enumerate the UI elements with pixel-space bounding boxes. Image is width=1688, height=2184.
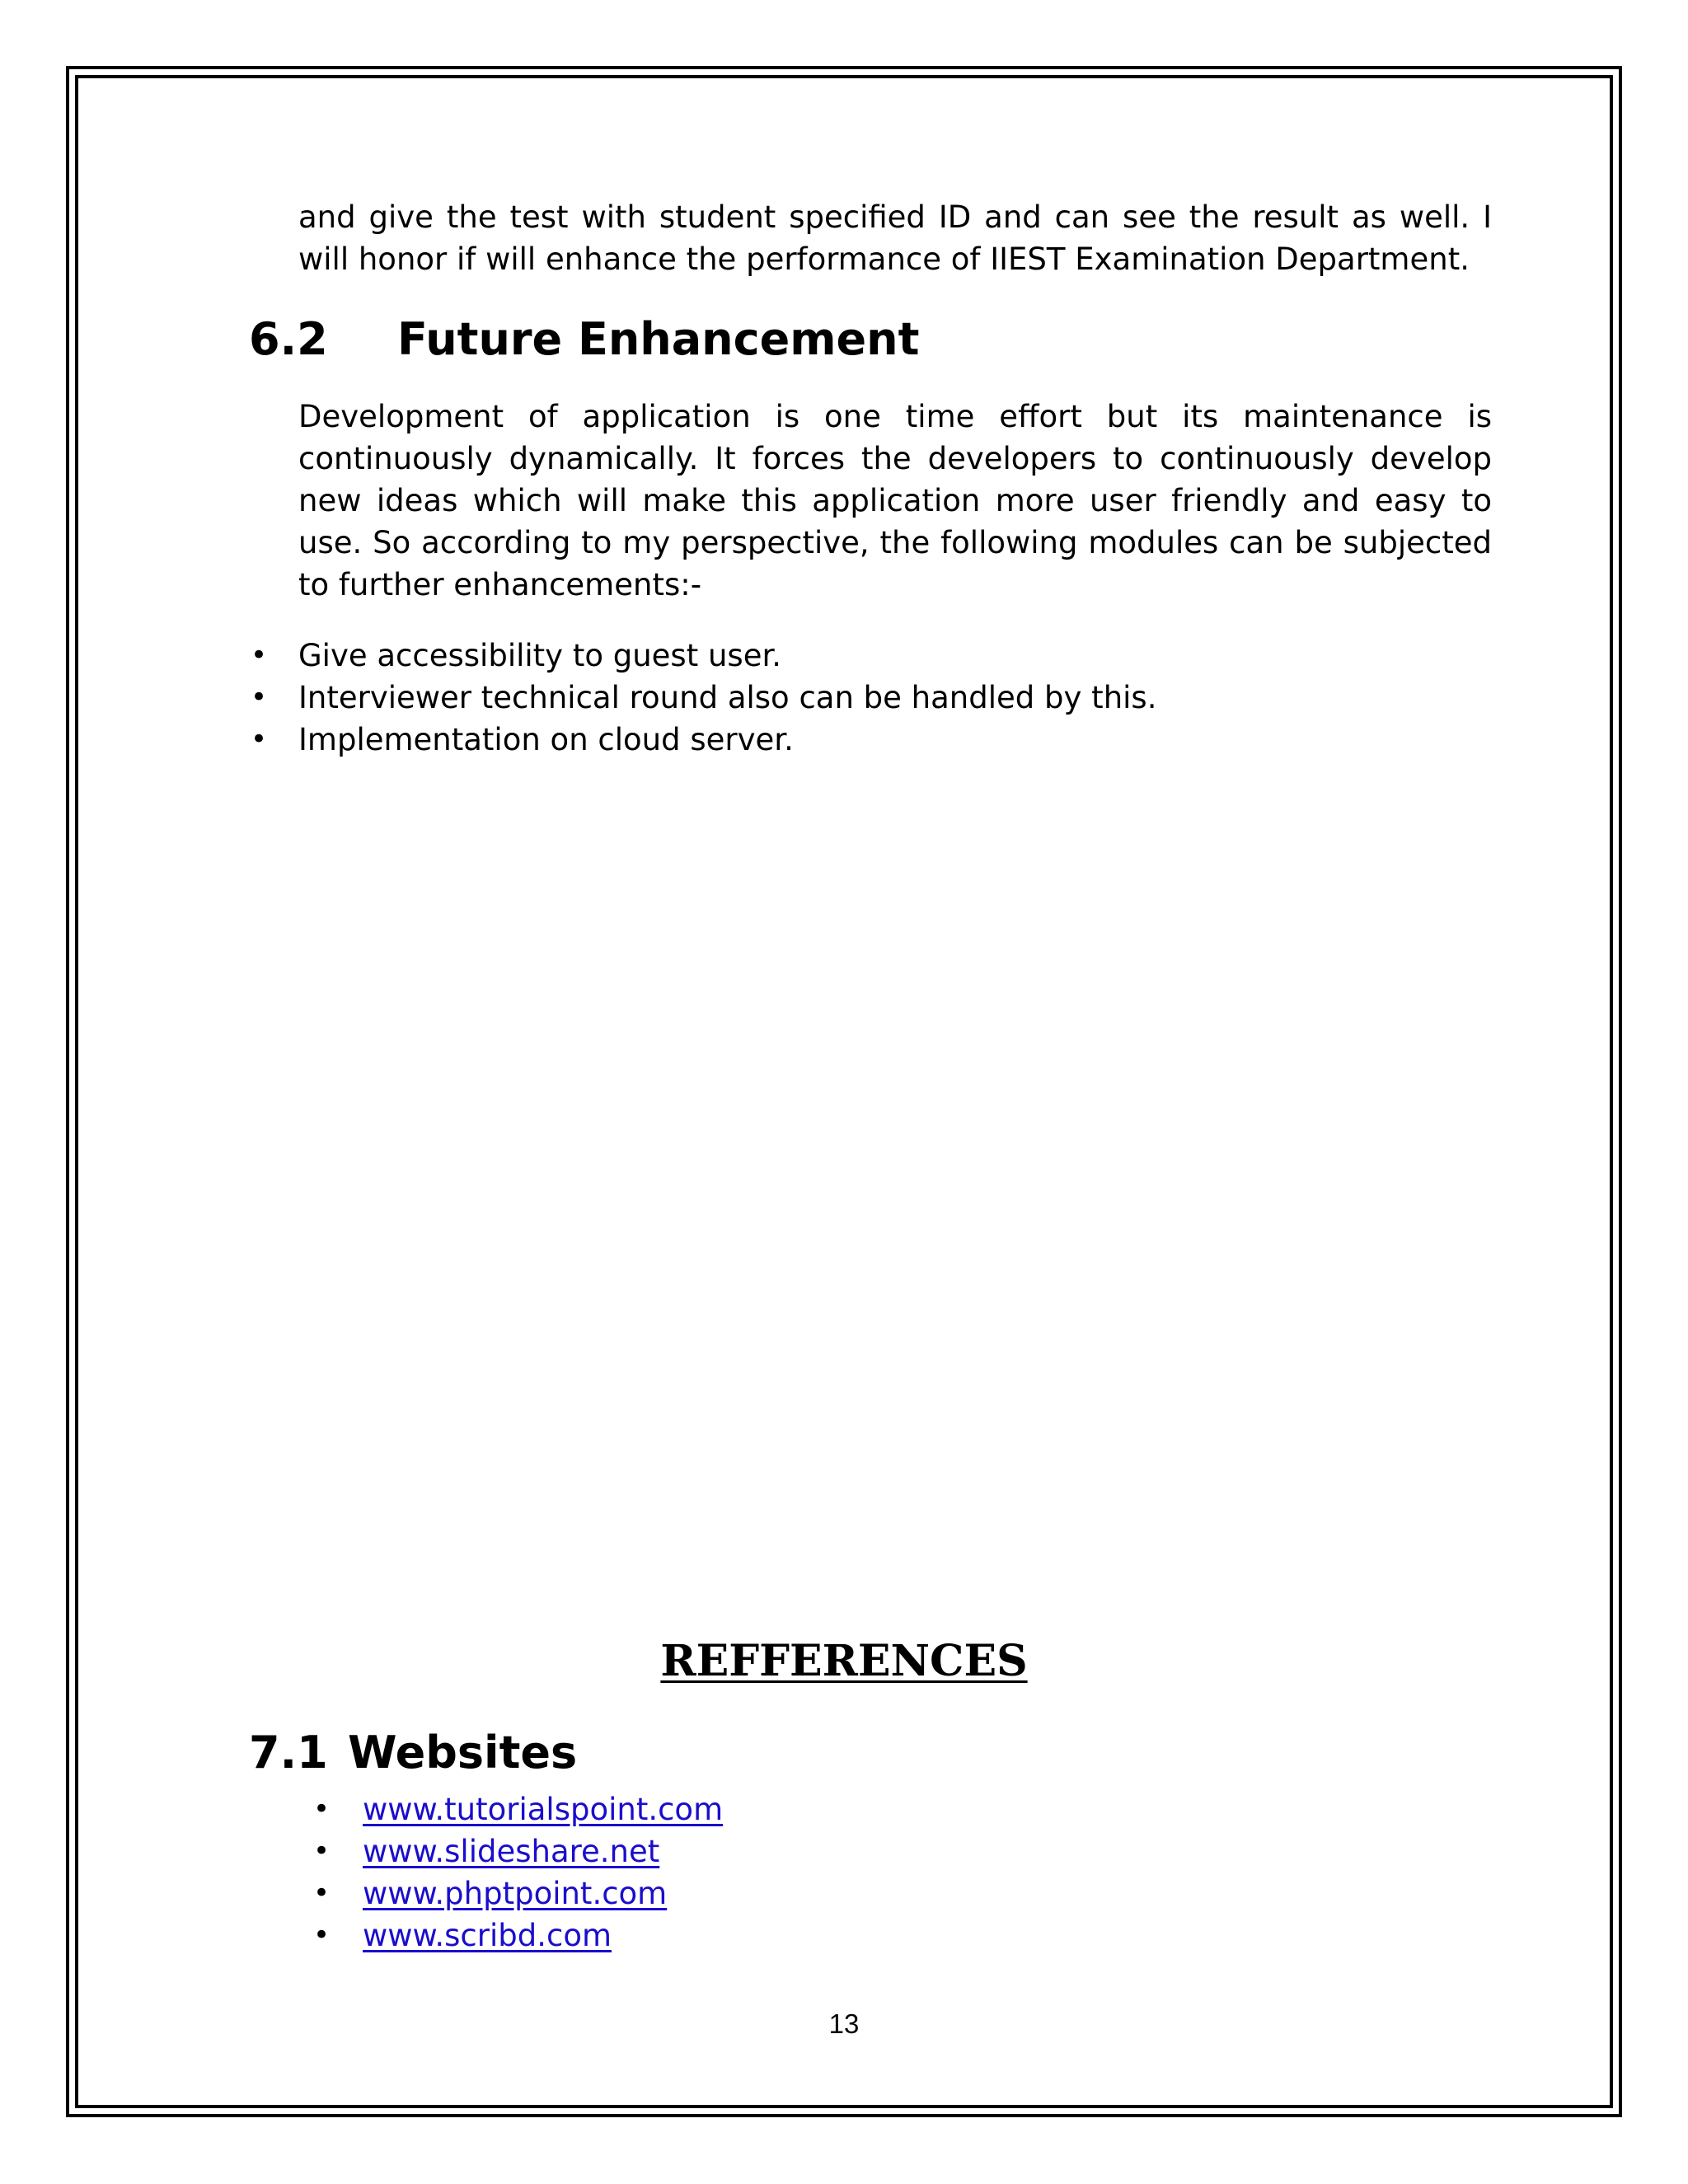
intro-line-2: will honor if will enhance the performance of IIEST Examination Department.	[298, 241, 1470, 277]
link-phptpoint[interactable]: www.phptpoint.com	[363, 1876, 668, 1911]
link-scribd[interactable]: www.scribd.com	[363, 1918, 612, 1953]
section-6-2-title: Future Enhancement	[397, 313, 920, 365]
references-title-wrap	[75, 1636, 1613, 1687]
bullet-icon: •	[251, 639, 268, 672]
websites-list	[312, 1788, 1301, 1957]
enhancement-list	[249, 635, 1485, 761]
list-item-text: Interviewer technical round also can be handled by this.	[298, 680, 1157, 715]
list-item	[312, 1788, 1301, 1830]
bullet-icon: •	[313, 1919, 331, 1952]
section-6-2-number: 6.2	[249, 313, 328, 365]
references-title: REFFERENCES	[660, 1636, 1028, 1686]
list-item	[249, 677, 1485, 719]
section-7-1-number: 7.1	[249, 1727, 328, 1779]
page-number: 13	[828, 2008, 860, 2039]
section-7-1-title: Websites	[348, 1727, 578, 1779]
intro-line-1: and give the test with student specified ID and can see the result as well. I	[298, 199, 1492, 235]
link-tutorialspoint[interactable]: www.tutorialspoint.com	[363, 1792, 724, 1827]
list-item-text: Give accessibility to guest user.	[298, 638, 782, 673]
section-7-1-heading	[249, 1727, 577, 1779]
bullet-icon: •	[251, 723, 268, 756]
bullet-icon: •	[313, 1835, 331, 1868]
list-item	[249, 635, 1485, 677]
list-item	[249, 719, 1485, 761]
intro-paragraph	[298, 196, 1492, 280]
section-6-2-heading	[249, 313, 919, 366]
bullet-icon: •	[313, 1877, 331, 1910]
list-item	[312, 1830, 1301, 1872]
section-6-2-paragraph: Development of application is one time effort but its maintenance is continuously dynamically. It forces the developers to continuously develop new ideas which will make this application more user friendly and easy to use. So according to my perspective, the following modules can be subjected to further enhancements:-	[298, 399, 1492, 602]
list-item-text: Implementation on cloud server.	[298, 722, 794, 757]
list-item	[312, 1915, 1301, 1957]
list-item	[312, 1872, 1301, 1915]
bullet-icon: •	[313, 1793, 331, 1825]
link-slideshare[interactable]: www.slideshare.net	[363, 1834, 660, 1869]
bullet-icon: •	[251, 681, 268, 714]
